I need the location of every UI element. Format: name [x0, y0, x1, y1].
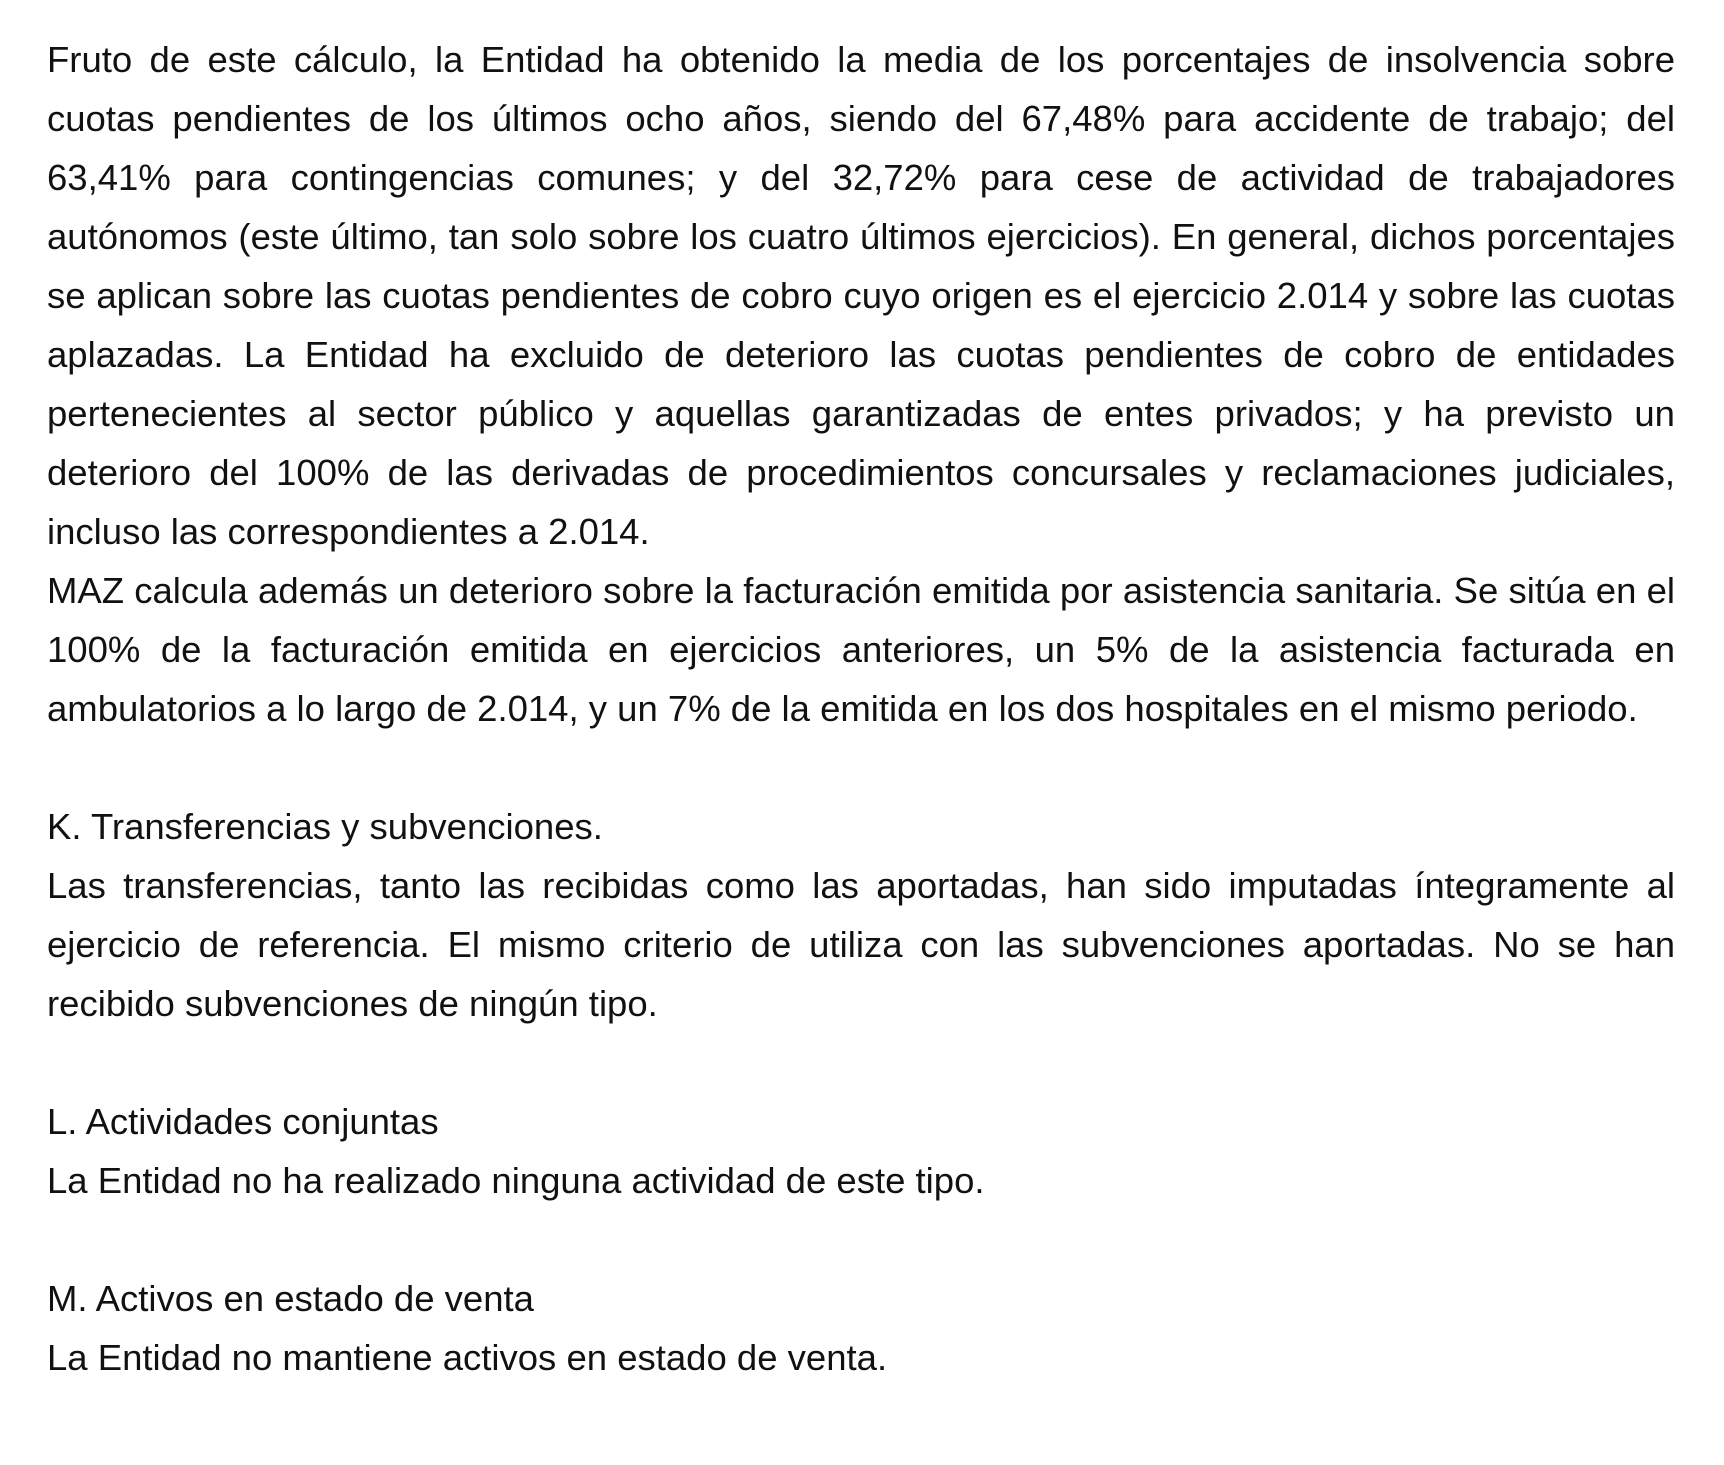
spacer: [47, 1033, 1675, 1092]
section-m-body: La Entidad no mantiene activos en estado de venta.: [47, 1337, 888, 1378]
section-k-heading: K. Transferencias y subvenciones.: [47, 806, 603, 847]
spacer: [47, 1210, 1675, 1269]
section-l-body: La Entidad no ha realizado ninguna actividad de este tipo.: [47, 1160, 985, 1201]
healthcare-billing-paragraph: MAZ calcula además un deterioro sobre la facturación emitida por asistencia sanitaria. Se sitúa en el 100% de la facturación emitida en ejercicios anteriores, un 5% de la asistencia facturada en ambulatorios a lo largo de 2.014, y un 7% de la emitida en los dos hospitales en el mismo periodo.: [47, 570, 1675, 729]
insolvency-calculation-paragraph: Fruto de este cálculo, la Entidad ha obtenido la media de los porcentajes de insolvencia sobre cuotas pendientes de los últimos ocho años, siendo del 67,48% para accidente de trabajo; del 63,41% para contingencias comunes; y del 32,72% para cese de actividad de trabajadores autónomos (este último, tan solo sobre los cuatro últimos ejercicios). En general, dichos porcentajes se aplican sobre las cuotas pendientes de cobro cuyo origen es el ejercicio 2.014 y sobre las cuotas aplazadas. La Entidad ha excluido de deterioro las cuotas pendientes de cobro de entidades pertenecientes al sector público y aquellas garantizadas de entes privados; y ha previsto un deterioro del 100% de las derivadas de procedimientos concursales y reclamaciones judiciales, incluso las correspondientes a 2.014.: [47, 39, 1675, 552]
spacer: [47, 738, 1675, 797]
section-k-body: Las transferencias, tanto las recibidas como las aportadas, han sido imputadas íntegramente al ejercicio de referencia. El mismo criterio de utiliza con las subvenciones aportadas. No se han recibido subvenciones de ningún tipo.: [47, 865, 1675, 1024]
document-page: [47, 30, 1675, 1387]
section-l-heading: L. Actividades conjuntas: [47, 1101, 439, 1142]
section-m-heading: M. Activos en estado de venta: [47, 1278, 534, 1319]
